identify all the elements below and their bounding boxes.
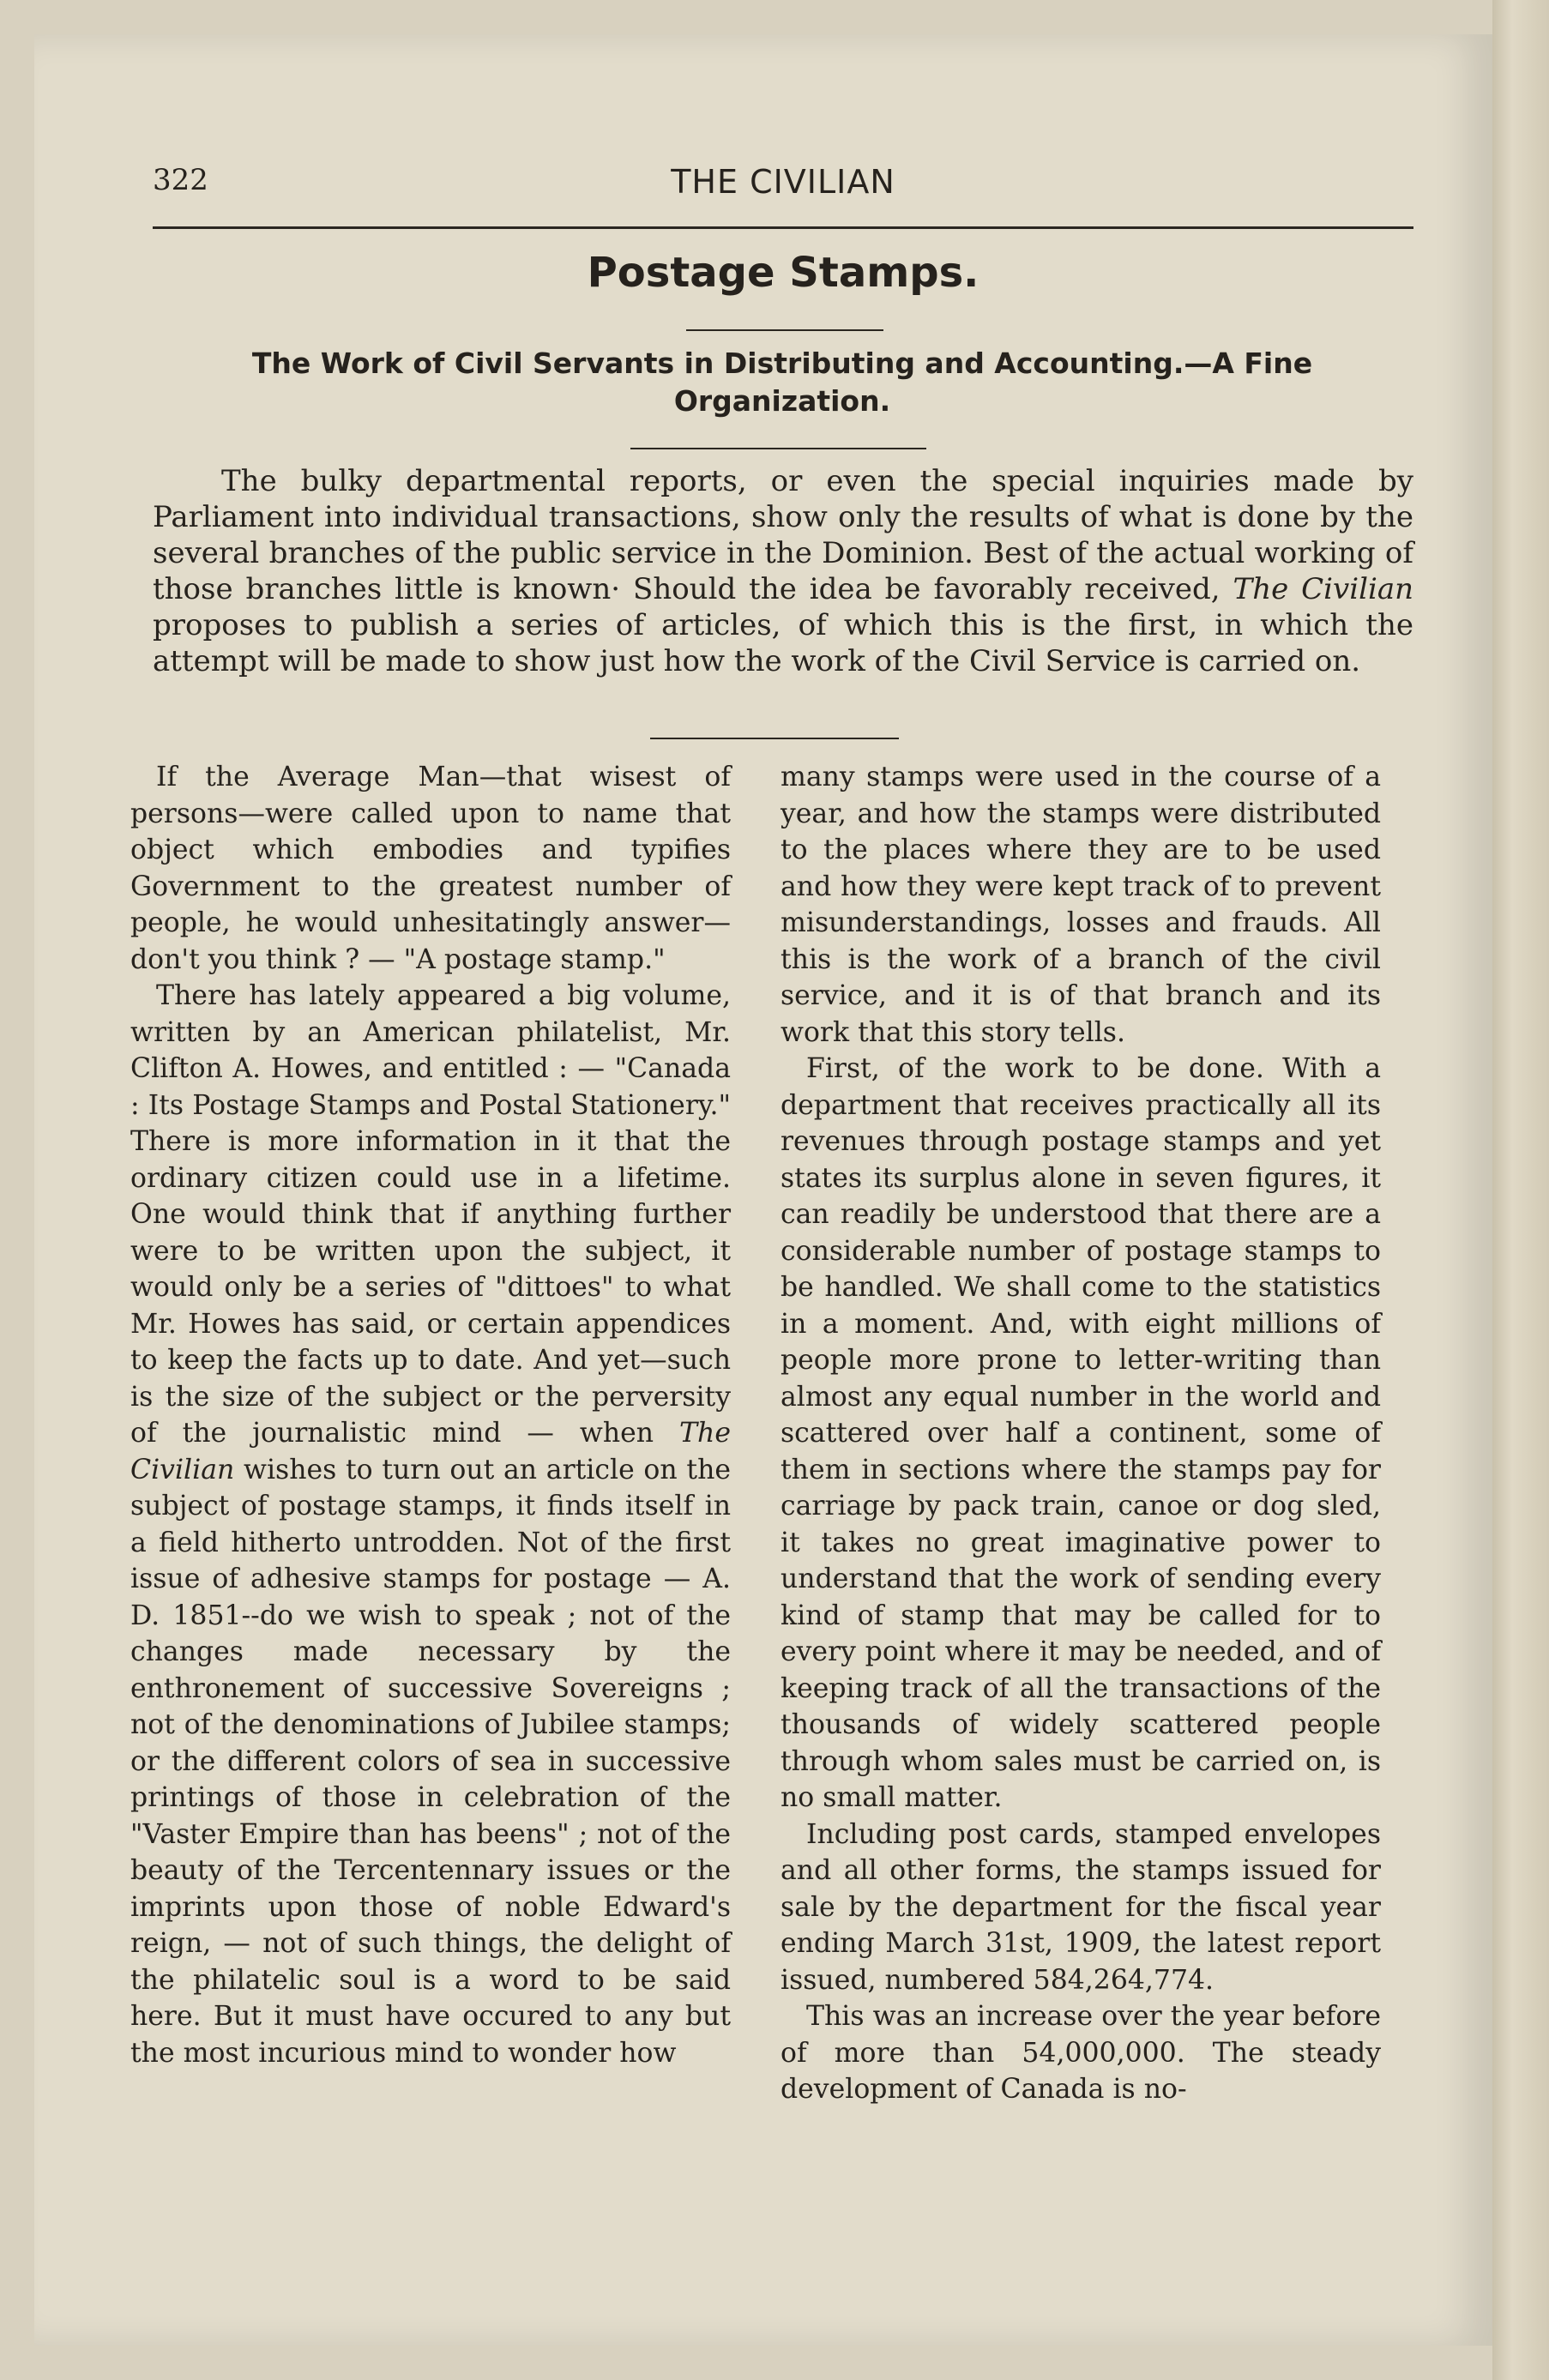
article-subtitle: The Work of Civil Servants in Distributing and Accounting.—A Fine Organization. (251, 346, 1313, 418)
header-rule (153, 226, 1413, 229)
article-intro (153, 463, 1413, 679)
right-paragraph-1: many stamps were used in the course of a year, and how the stamps were distributed to the places where they are to be used and how they were kept track of to prevent misunderstandings, losses and frauds. All this is the work of a branch of the civil service, and it is of that branch and its work that this story tells. (781, 762, 1381, 1048)
subtitle-divider (630, 448, 926, 449)
running-header (153, 156, 1413, 208)
right-column (781, 759, 1381, 2108)
right-paragraph-4: This was an increase over the year before of more than 54,000,000. The steady development of Canada is no- (781, 2001, 1381, 2105)
intro-text-start: The bulky departmental reports, or even the special inquiries made by Parliament into individual transactions, show only the results of what is done by the several branches of the public service in the Dominion. Best of the actual working of those branches little is known· Should the idea be favorably received, (153, 464, 1413, 606)
left-column (130, 759, 731, 2071)
page-number: 322 (153, 163, 208, 197)
journal-title: THE CIVILIAN (671, 163, 895, 201)
right-paragraph-2: First, of the work to be done. With a department that receives practically all its revenues through postage stamps and yet states its surplus alone in seven figures, it can readily be understood that there are a considerable number of postage stamps to be handled. We shall come to the statistics in a moment. And, with eight millions of people more prone to letter-writing than almost any equal number in the world and scattered over half a continent, some of them in sections where the stamps pay for carriage by pack train, canoe or dog sled, it takes no great imaginative power to understand that the work of sending every kind of stamp that may be called for to every point where it may be needed, and of keeping track of all the transactions of the thousands of widely scattered people through whom sales must be carried on, is no small matter. (781, 1053, 1381, 1813)
left-paragraph-2-rest: wishes to turn out an article on the subject of postage stamps, it finds itself in a field hitherto untrodden. Not of the first issue of adhesive stamps for postage — A. D. 1851--do we wish to speak ; not of the changes made necessary by the enthronement of successive Sovereigns ; not of the denominations of Jubilee stamps; or the different colors of sea in successive printings of those in celebration of the "Vaster Empire than has beens" ; not of the beauty of the Tercentennary issues or the imprints upon those of noble Edward's reign, — not of such things, the delight of the philatelic soul is a word to be said here. But it must have occured to any but the most incurious mind to wonder how (130, 1454, 731, 2069)
intro-text-end: proposes to publish a series of articles, of which this is the first, in which the attempt will be made to show just how the work of the Civil Service is carried on. (153, 608, 1413, 678)
left-paragraph-1: If the Average Man—that wisest of persons—were called upon to name that object which embodies and typifies Government to the greatest number of people, he would unhesitatingly answer—don't you think ? — "A postage stamp." (130, 762, 731, 975)
intro-italic-title: The Civilian (1233, 572, 1414, 606)
right-paragraph-3: Including post cards, stamped envelopes and all other forms, the stamps issued for sale by the department for the fiscal year ending March 31st, 1909, the latest report issued, numbered 584,264,774. (781, 1818, 1381, 1996)
left-paragraph-2 (130, 978, 731, 2071)
intro-divider (650, 738, 899, 739)
intro-paragraph (153, 463, 1413, 679)
page-edge (1492, 0, 1549, 2380)
article-title: Postage Stamps. (587, 249, 979, 297)
left-paragraph-2-text: There has lately appeared a big volume, written by an American philatelist, Mr. Clifton A. Howes, and entitled : — "Canada : Its Postage Stamps and Postal Stationery." There is more information in it that the ordinary citizen could use in a lifetime. One would think that if anything further were to be written upon the subject, it would only be a series of "dittoes" to what Mr. Howes has said, or certain appendices to keep the facts up to date. And yet—such is the size of the subject or the perversity of the journalistic mind — when (130, 980, 731, 1449)
left-paragraph-2-italic: The Civilian (130, 1418, 731, 1485)
title-divider (686, 329, 883, 331)
